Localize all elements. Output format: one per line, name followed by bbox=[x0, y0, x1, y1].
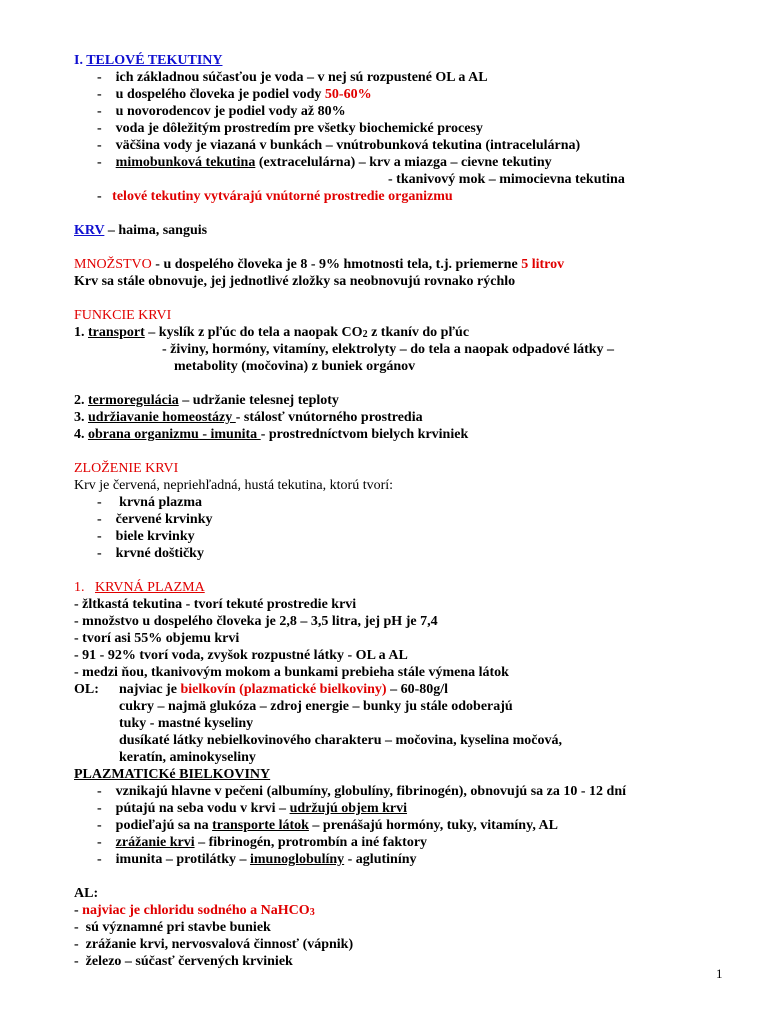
list-item: 4. obrana organizmu - imunita - prostredníctvom bielych krviniek bbox=[74, 427, 469, 442]
list-item: - sú významné pri stavbe buniek bbox=[74, 920, 271, 935]
text-line: Krv sa stále obnovuje, jej jednotlivé zložky sa neobnovujú rovnako rýchlo bbox=[74, 274, 516, 289]
list-item: - ich základnou súčasťou je voda – v nej sú rozpustené OL a AL bbox=[97, 70, 488, 85]
list-item: - mimobunková tekutina (extracelulárna) – krv a miazga – cievne tekutiny bbox=[97, 155, 552, 170]
list-item-continuation: metabolity (močovina) z buniek orgánov bbox=[174, 359, 416, 374]
list-item-continuation: - tkanivový mok – mimocievna tekutina bbox=[388, 172, 625, 187]
ol-line-text: najviac je bielkovín (plazmatické bielkoviny) – 60-80g/l bbox=[119, 682, 449, 697]
list-item-continuation: - živiny, hormóny, vitamíny, elektrolyty – do tela a naopak odpadové látky – bbox=[162, 342, 615, 357]
text-line: - 91 - 92% tvorí voda, zvyšok rozpustné látky - OL a AL bbox=[74, 648, 408, 663]
mnozstvo-line: MNOŽSTVO - u dospelého človeka je 8 - 9% hmotnosti tela, t.j. priemerne 5 litrov bbox=[74, 257, 565, 272]
list-item: - biele krvinky bbox=[97, 529, 195, 544]
list-item: - červené krvinky bbox=[97, 512, 213, 527]
list-item: - železo – súčasť červených krviniek bbox=[74, 954, 293, 969]
list-item: - telové tekutiny vytvárajú vnútorné prostredie organizmu bbox=[97, 189, 453, 204]
list-item: - zrážanie krvi, nervosvalová činnosť (vápnik) bbox=[74, 937, 354, 952]
section-heading: I. TELOVÉ TEKUTINY bbox=[74, 53, 223, 68]
list-item: - krvné doštičky bbox=[97, 546, 204, 561]
list-item: - zrážanie krvi – fibrinogén, protrombín a iné faktory bbox=[97, 835, 428, 850]
list-item: - väčšina vody je viazaná v bunkách – vnútrobunková tekutina (intracelulárna) bbox=[97, 138, 581, 153]
text-line: keratín, aminokyseliny bbox=[119, 750, 256, 765]
text-line: dusíkaté látky nebielkovinového charakteru – močovina, kyselina močová, bbox=[119, 733, 562, 748]
page-number: 1 bbox=[716, 966, 723, 981]
list-item: - imunita – protilátky – imunoglobulíny - aglutiníny bbox=[97, 852, 417, 867]
bielkoviny-heading: PLAZMATICKé BIELKOVINY bbox=[74, 767, 271, 782]
text-line: - množstvo u dospelého človeka je 2,8 – 3,5 litra, jej pH je 7,4 bbox=[74, 614, 438, 629]
text-line: - žltkastá tekutina - tvorí tekuté prostredie krvi bbox=[74, 597, 357, 612]
text-line: cukry – najmä glukóza – zdroj energie – bunky ju stále odoberajú bbox=[119, 699, 513, 714]
list-item: - vznikajú hlavne v pečeni (albumíny, globulíny, fibrinogén), obnovujú sa za 10 - 12 dní bbox=[97, 784, 627, 799]
text-line: tuky - mastné kyseliny bbox=[119, 716, 254, 731]
list-item: 1. transport – kyslík z pľúc do tela a naopak $CO_2$ z tkanív do pľúc bbox=[74, 325, 470, 340]
list-item: - najviac je chloridu sodného a NaHCO$_3$ bbox=[74, 903, 315, 918]
list-item: - podieľajú sa na transporte látok – prenášajú hormóny, tuky, vitamíny, AL bbox=[97, 818, 558, 833]
list-item: - u dospelého človeka je podiel vody 50-60% bbox=[97, 87, 372, 102]
al-heading: AL: bbox=[74, 886, 99, 901]
text-line: Krv je červená, nepriehľadná, hustá tekutina, ktorú tvorí: bbox=[74, 478, 394, 493]
list-item: 3. udržiavanie homeostázy - stálosť vnútorného prostredia bbox=[74, 410, 423, 425]
list-item: - krvná plazma bbox=[97, 495, 203, 510]
plazma-heading: 1. KRVNÁ PLAZMA bbox=[74, 580, 205, 595]
list-item: - pútajú na seba vodu v krvi – udržujú objem krvi bbox=[97, 801, 408, 816]
funkcie-heading: FUNKCIE KRVI bbox=[74, 308, 172, 323]
krv-heading: KRV – haima, sanguis bbox=[74, 223, 208, 238]
ol-line: OL: bbox=[74, 682, 99, 697]
list-item: - u novorodencov je podiel vody až 80% bbox=[97, 104, 346, 119]
text-line: - tvorí asi 55% objemu krvi bbox=[74, 631, 240, 646]
list-item: 2. termoregulácia – udržanie telesnej teploty bbox=[74, 393, 339, 408]
zlozenie-heading: ZLOŽENIE KRVI bbox=[74, 461, 179, 476]
list-item: - voda je dôležitým prostredím pre všetky biochemické procesy bbox=[97, 121, 483, 136]
text-line: - medzi ňou, tkanivovým mokom a bunkami prebieha stále výmena látok bbox=[74, 665, 509, 680]
